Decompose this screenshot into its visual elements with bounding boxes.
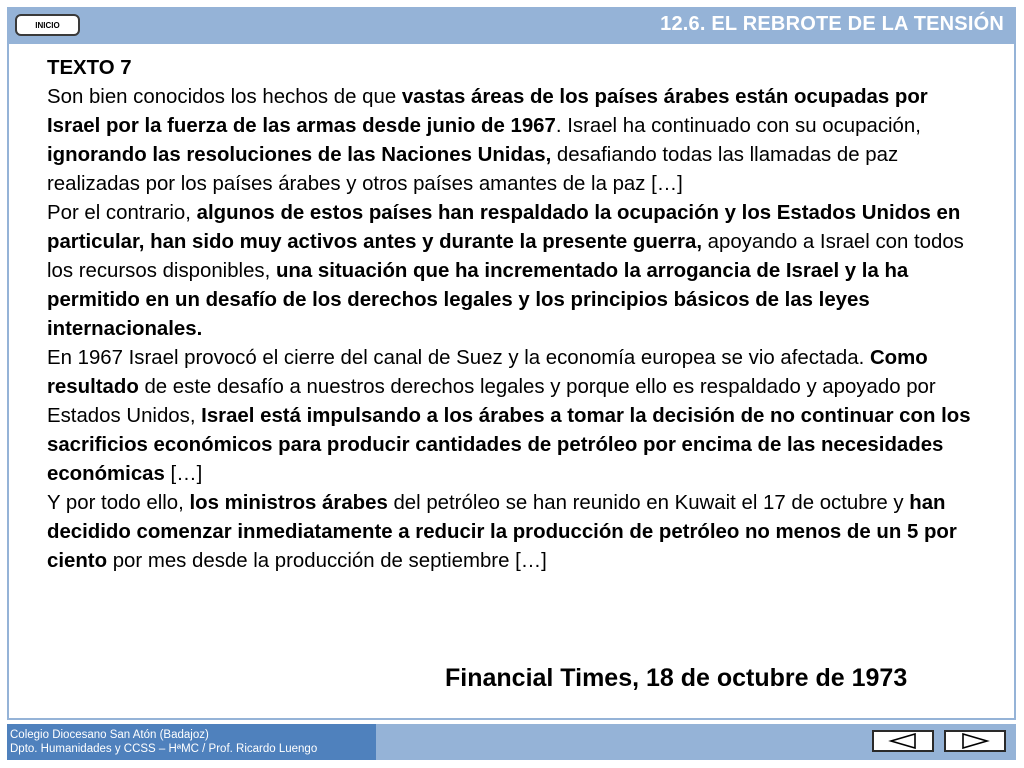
source-citation: Financial Times, 18 de octubre de 1973 [445, 664, 908, 692]
bold-text-run: una situación que ha incrementado la arrogancia de Israel y la ha permitido en un desafío de los derechos legales y los principios básicos de las leyes internacionales. [47, 260, 909, 340]
next-slide-button[interactable] [944, 730, 1006, 752]
text-run: Y por todo ello, [47, 492, 190, 514]
footer-department: Dpto. Humanidades y CCSS – HªMC / Prof. Ricardo Luengo [10, 743, 318, 755]
text-run: . Israel ha continuado con su ocupación, [555, 115, 921, 137]
paragraph-1 [47, 83, 977, 199]
text-run: por mes desde la producción de septiembre […] [107, 550, 547, 572]
previous-slide-button[interactable] [872, 730, 934, 752]
text-run: desafiando todas las llamadas de paz realizadas por los países árabes y otros países amantes de la paz […] [47, 144, 899, 195]
bold-text-run: Como resultado [47, 347, 928, 398]
triangle-left-icon [888, 733, 918, 749]
footer-school: Colegio Diocesano San Atón (Badajoz) [10, 729, 209, 741]
bold-text-run: ignorando las resoluciones de las Naciones Unidas, [47, 144, 552, 166]
slide-title: 12.6. EL REBROTE DE LA TENSIÓN [660, 13, 1004, 35]
triangle-right-icon [960, 733, 990, 749]
text-run: de este desafío a nuestros derechos legales y porque ello es respaldado y apoyado por Estados Unidos, [47, 376, 936, 427]
text-run: […] [164, 463, 203, 485]
text-run: En 1967 Israel provocó el cierre del canal de Suez y la economía europea se vio afectada. [47, 347, 870, 369]
paragraph-2 [47, 199, 977, 344]
text-run: Por el contrario, [47, 202, 197, 224]
bold-text-run: Israel está impulsando a los árabes a tomar la decisión de no continuar con los sacrificios económicos para producir cantidades de petróleo por encima de las necesidades económicas [47, 405, 971, 485]
text-run: apoyando a Israel con todos los recursos disponibles, [47, 231, 964, 282]
bold-text-run: han decidido comenzar inmediatamente a reducir la producción de petróleo no menos de un 5 por ciento [47, 492, 957, 572]
footer-credit [7, 724, 376, 760]
text-run: del petróleo se han reunido en Kuwait el 17 de octubre y [387, 492, 910, 514]
paragraph-4 [47, 489, 977, 576]
bold-text-run: vastas áreas de los países árabes están ocupadas por Israel por la fuerza de las armas desde junio de 1967 [47, 86, 928, 137]
bold-text-run: algunos de estos países han respaldado la ocupación y los Estados Unidos en particular, han sido muy activos antes y durante la presente guerra, [47, 202, 961, 253]
paragraph-3 [47, 344, 977, 489]
document-text [47, 54, 977, 576]
text-run: Son bien conocidos los hechos de que [47, 86, 402, 108]
home-button[interactable]: INICIO [15, 14, 80, 36]
document-heading: TEXTO 7 [47, 57, 132, 79]
bold-text-run: los ministros árabes [189, 492, 388, 514]
